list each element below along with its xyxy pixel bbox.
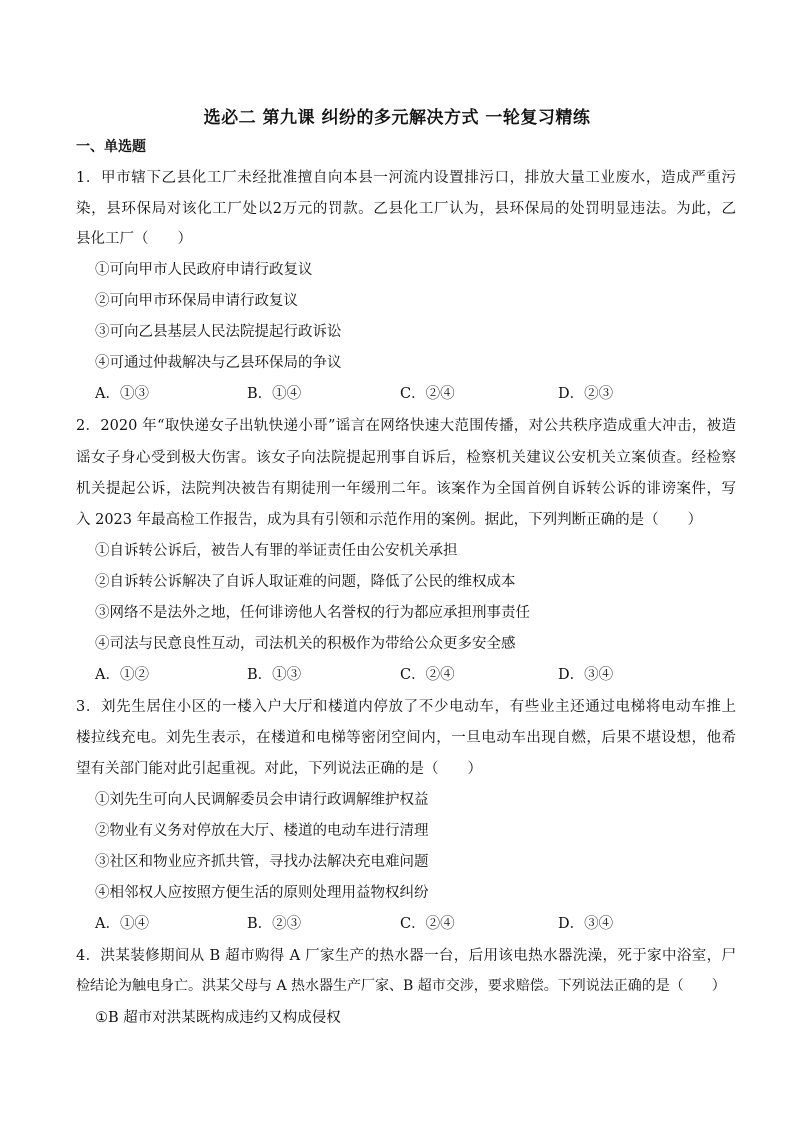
question-3-statement-4: ④相邻权人应按照方便生活的原则处理用益物权纠纷 [95, 885, 429, 901]
question-1-stem-line-3: 县化工厂（ ） [76, 231, 192, 247]
question-1-statement-1: ①可向甲市人民政府申请行政复议 [95, 262, 313, 278]
question-1-choice-b: B．①④ [247, 386, 302, 402]
document-title: 选必二 第九课 纠纷的多元解决方式 一轮复习精练 [203, 108, 591, 128]
question-2-stem-line-4: 入 2023 年最高检工作报告，成为具有引领和示范作用的案例。据此，下列判断正确的是（ ） [76, 512, 703, 528]
question-4-statement-1: ①B 超市对洪某既构成违约又构成侵权 [95, 1010, 341, 1026]
question-3-choice-a: A．①④ [95, 916, 149, 932]
question-3-stem-line-3: 望有关部门能对此引起重视。对此，下列说法正确的是（ ） [76, 761, 482, 777]
question-3-stem-line-1: 3．刘先生居住小区的一楼入户大厅和楼道内停放了不少电动车，有些业主还通过电梯将电动车推上 [76, 699, 736, 715]
question-1-statement-2: ②可向甲市环保局申请行政复议 [95, 293, 298, 309]
question-3-stem-line-2: 楼拉线充电。刘先生表示，在楼道和电梯等密闭空间内，一旦电动车出现自燃，后果不堪设想，他希 [76, 730, 736, 746]
question-1-stem-line-1: 1．甲市辖下乙县化工厂未经批准擅自向本县一河流内设置排污口，排放大量工业废水，造成严重污 [76, 170, 736, 186]
question-2-stem-line-1: 2．2020 年“取快递女子出轨快递小哥”谣言在网络快速大范围传播，对公共秩序造成重大冲击，被造 [76, 418, 736, 434]
question-2-statement-2: ②自诉转公诉解决了自诉人取证难的问题，降低了公民的维权成本 [95, 574, 516, 590]
question-1-choice-a: A．①③ [95, 386, 149, 402]
question-2-choice-a: A．①② [95, 667, 149, 683]
question-2-choice-c: C．②④ [400, 667, 455, 683]
question-2-statement-1: ①自诉转公诉后，被告人有罪的举证责任由公安机关承担 [95, 543, 458, 559]
question-3-choice-d: D．③④ [558, 916, 614, 932]
question-3-choice-c: C．②④ [400, 916, 455, 932]
section-heading: 一、单选题 [76, 139, 146, 155]
question-1-statement-3: ③可向乙县基层人民法院提起行政诉讼 [95, 324, 342, 340]
question-1-choices [95, 382, 735, 404]
question-3-statement-1: ①刘先生可向人民调解委员会申请行政调解维护权益 [95, 792, 429, 808]
question-2-choices [95, 663, 735, 685]
question-2-stem-line-2: 谣女子身心受到极大伤害。该女子向法院提起刑事自诉后，检察机关建议公安机关立案侦查。经检察 [76, 450, 736, 466]
question-2-statement-3: ③网络不是法外之地，任何诽谤他人名誉权的行为都应承担刑事责任 [95, 605, 530, 621]
question-2-choice-b: B．①③ [247, 667, 302, 683]
question-3-statement-3: ③社区和物业应齐抓共管，寻找办法解决充电难问题 [95, 854, 429, 870]
question-1-stem-line-2: 染，县环保局对该化工厂处以2万元的罚款。乙县化工厂认为，县环保局的处罚明显违法。为此，乙 [76, 201, 736, 217]
question-1-choice-d: D．②③ [558, 386, 614, 402]
question-3-statement-2: ②物业有义务对停放在大厅、楼道的电动车进行清理 [95, 823, 429, 839]
question-1-choice-c: C．②④ [400, 386, 455, 402]
question-3-choices [95, 912, 735, 934]
question-2-statement-4: ④司法与民意良性互动，司法机关的积极作为带给公众更多安全感 [95, 636, 516, 652]
question-3-choice-b: B．②③ [247, 916, 302, 932]
question-2-choice-d: D．③④ [558, 667, 614, 683]
question-4-stem-line-2: 检结论为触电身亡。洪某父母与 A 热水器生产厂家、B 超市交涉，要求赔偿。下列说法正确的是（ ） [76, 978, 726, 994]
question-4-stem-line-1: 4．洪某装修期间从 B 超市购得 A 厂家生产的热水器一台，后用该电热水器洗澡，死于家中浴室，尸 [76, 948, 736, 964]
question-1-statement-4: ④可通过仲裁解决与乙县环保局的争议 [95, 355, 342, 371]
question-2-stem-line-3: 机关提起公诉，法院判决被告有期徒刑一年缓刑二年。该案作为全国首例自诉转公诉的诽谤案件，写 [76, 481, 736, 497]
